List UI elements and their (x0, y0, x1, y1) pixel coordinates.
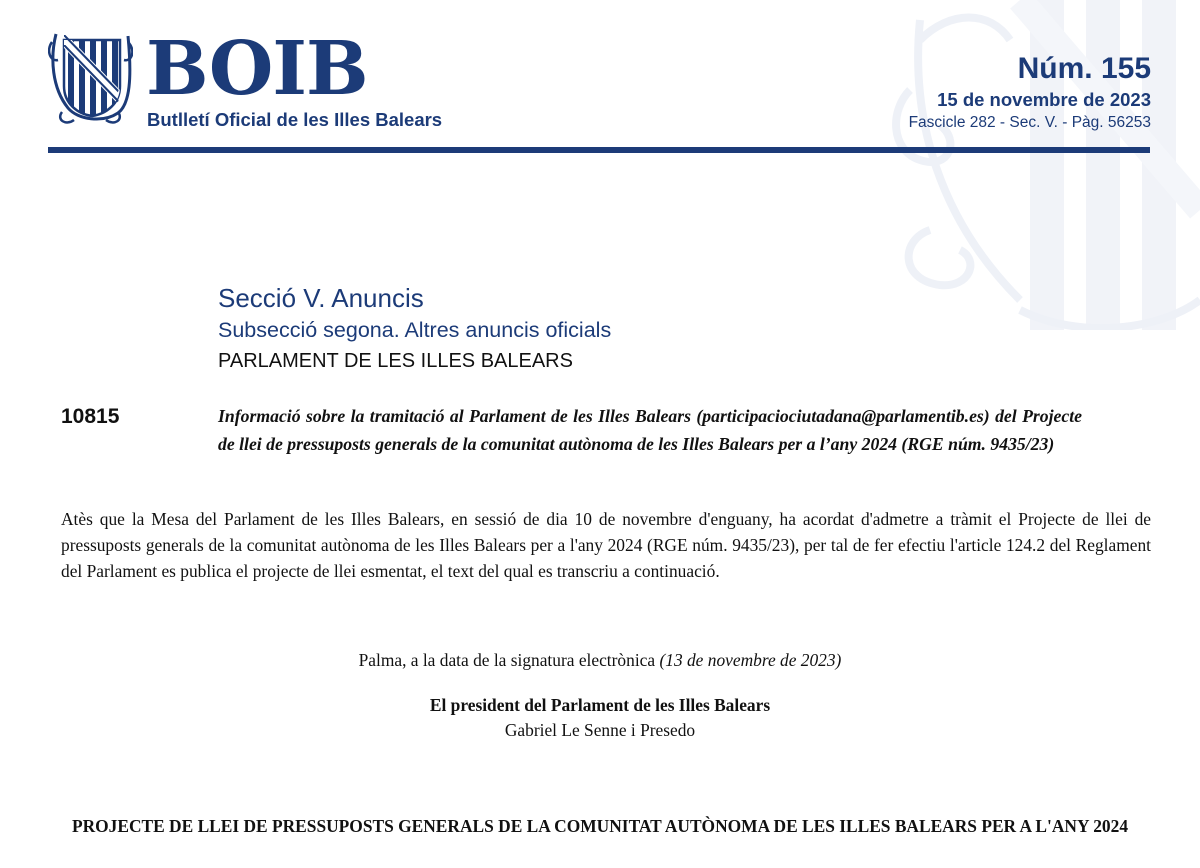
announcement-number: 10815 (61, 405, 120, 428)
announcement-title: Informació sobre la tramitació al Parlament de les Illes Balears (participaciociutadana@parlamentib.es) del Projecte de llei de pressuposts generals de la comunitat autònoma de les Illes Balears per a l’any 2024 (RGE núm. 9435/23) (218, 406, 1082, 454)
coat-of-arms-icon (48, 28, 133, 126)
signer-name: Gabriel Le Senne i Presedo (504, 720, 696, 740)
announcement-body: Atès que la Mesa del Parlament de les Illes Balears, en sessió de dia 10 de novembre d'enguany, ha acordat d'admetre a tràmit el Projecte de llei de pressuposts generals de la comunitat autònoma de les Illes Balears per a l'any 2024 (RGE núm. 9435/23), per tal de fer efectiu l'article 124.2 del Reglament del Parlament es publica el projecte de llei esmentat, el text del qual es transcriu a continuació. (61, 509, 1151, 581)
brand-name: BOIB (146, 26, 368, 112)
signature-place-date (0, 650, 1200, 671)
fascicle-info: Fascicle 282 - Sec. V. - Pàg. 56253 (908, 114, 1151, 131)
section-title: Secció V. Anuncis (218, 283, 424, 313)
signature-place: Palma, a la data de la signatura electrònica (358, 650, 656, 670)
issue-number: Núm. 155 (1017, 52, 1151, 85)
coat-of-arms-watermark (880, 0, 1200, 330)
signature-date: (13 de novembre de 2023) (659, 650, 842, 670)
brand-subtitle: Butlletí Oficial de les Illes Balears (147, 109, 443, 130)
issue-date: 15 de novembre de 2023 (937, 89, 1151, 110)
subsection-title: Subsecció segona. Altres anuncis oficials (218, 318, 612, 342)
header-divider (48, 147, 1150, 153)
law-title: PROJECTE DE LLEI DE PRESSUPOSTS GENERALS DE LA COMUNITAT AUTÒNOMA DE LES ILLES BALEARS PER A L'ANY 2024 (71, 816, 1129, 836)
organization-name: PARLAMENT DE LES ILLES BALEARS (218, 350, 573, 372)
signer-title: El president del Parlament de les Illes Balears (429, 695, 771, 715)
